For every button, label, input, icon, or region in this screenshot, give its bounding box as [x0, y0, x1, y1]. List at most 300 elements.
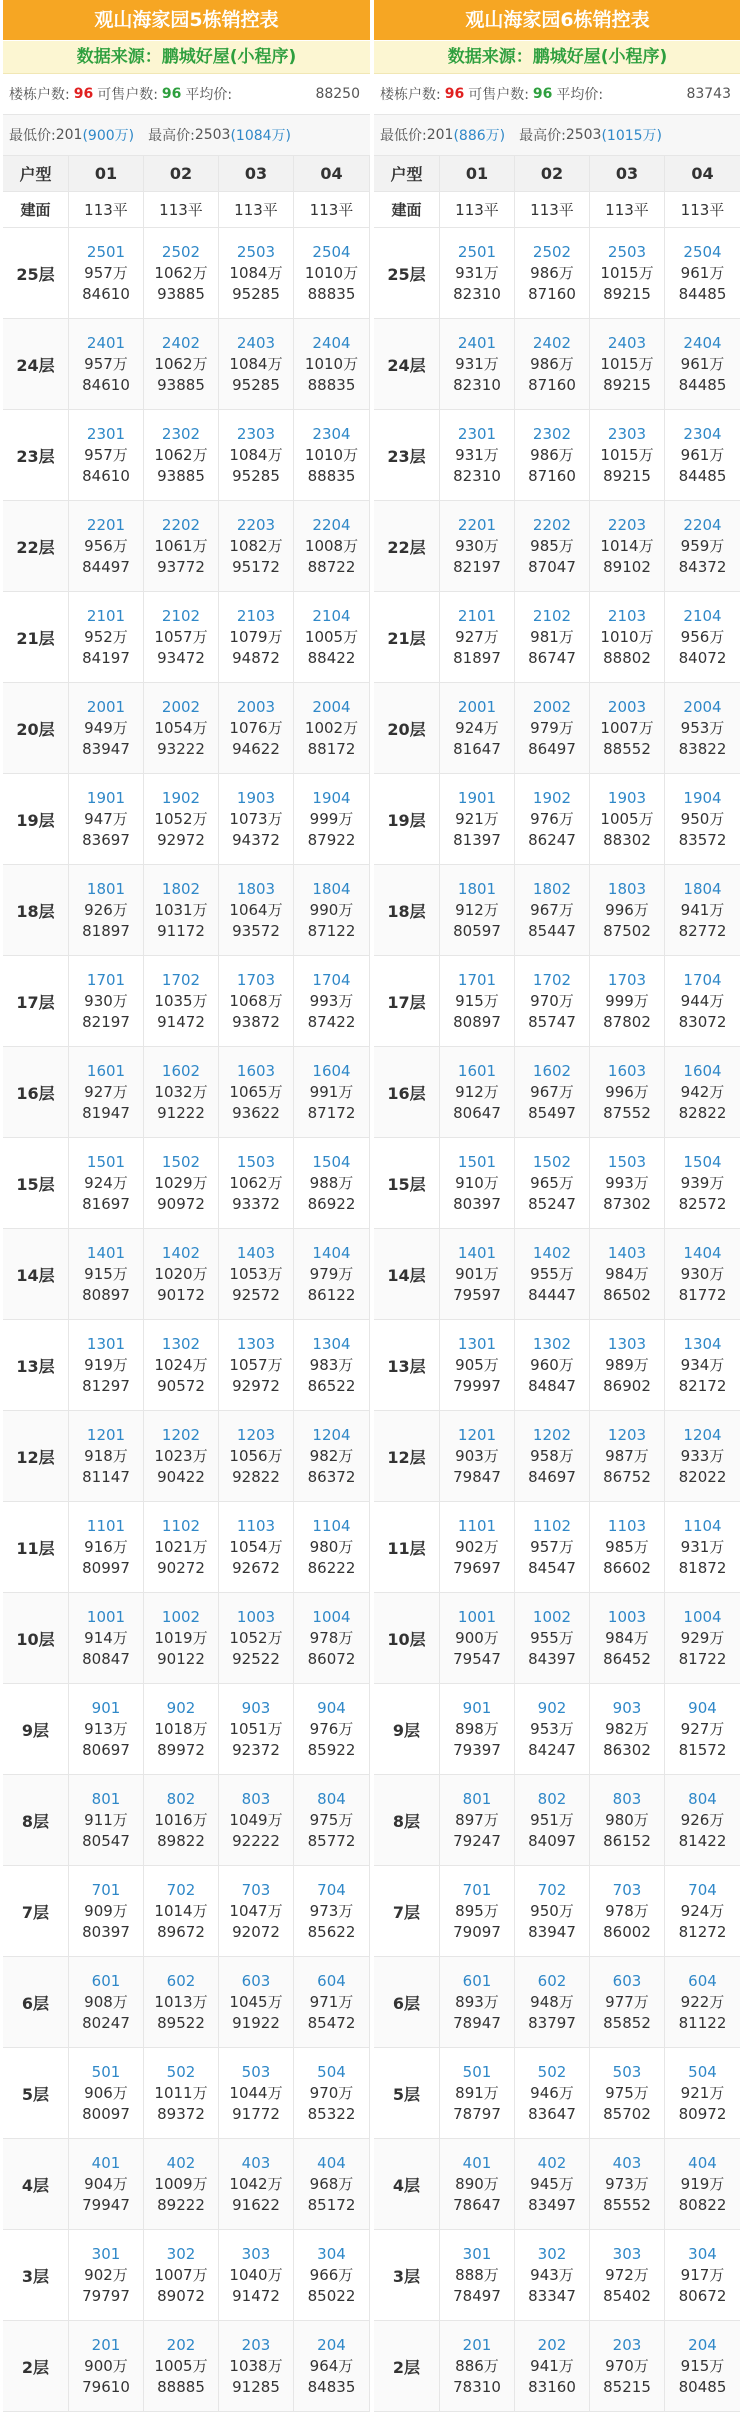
unit-number: 1504: [312, 1152, 351, 1171]
floor-label: 16层: [3, 1047, 69, 1138]
unit-total-price: 987万: [605, 1446, 649, 1465]
unit-price-per-sqm: 91472: [157, 1012, 205, 1031]
floor-label: 24层: [3, 319, 69, 410]
unit-total-price: 930万: [84, 991, 128, 1010]
floor-label: 24层: [374, 319, 440, 410]
unit-price-per-sqm: 78947: [453, 2013, 501, 2032]
unit-total-price: 1007万: [154, 2265, 208, 2284]
floor-label: 18层: [374, 865, 440, 956]
unit-grid: [3, 156, 370, 2412]
unit-number: 901: [91, 1698, 121, 1717]
unit-cell: [665, 1138, 740, 1229]
unit-cell: [69, 1866, 144, 1957]
unit-number: 701: [462, 1880, 492, 1899]
unit-price-per-sqm: 82310: [453, 466, 501, 485]
unit-number: 2102: [532, 606, 572, 625]
unit-number: 1801: [457, 879, 497, 898]
unit-total-price: 1065万: [229, 1082, 283, 1101]
unit-number: 2401: [86, 333, 126, 352]
unit-total-price: 1062万: [154, 445, 208, 464]
unit-total-price: 1042万: [229, 2174, 283, 2193]
unit-cell: [590, 1320, 665, 1411]
unit-total-price: 953万: [680, 718, 725, 737]
unit-cell: [590, 410, 665, 501]
unit-number: 2104: [683, 606, 722, 625]
unit-total-price: 1051万: [229, 1719, 283, 1738]
unit-total-price: 975万: [605, 2083, 649, 2102]
unit-price-per-sqm: 89072: [157, 2286, 205, 2305]
header-cell: 01: [440, 156, 515, 192]
unit-total-price: 976万: [530, 809, 574, 828]
unit-cell: [294, 956, 370, 1047]
floor-label: 6层: [3, 1957, 69, 2048]
unit-number: 1502: [161, 1152, 201, 1171]
unit-price-per-sqm: 92522: [232, 1649, 280, 1668]
area-cell: 建面: [374, 192, 440, 228]
unit-cell: [69, 501, 144, 592]
unit-number: 1601: [457, 1061, 497, 1080]
unit-cell: [515, 1138, 590, 1229]
unit-cell: [294, 683, 370, 774]
unit-price-per-sqm: 82310: [453, 284, 501, 303]
unit-number: 201: [91, 2335, 121, 2354]
unit-cell: [294, 1229, 370, 1320]
unit-total-price: 926万: [84, 900, 128, 919]
unit-number: 1102: [161, 1516, 201, 1535]
unit-price-per-sqm: 87160: [528, 466, 576, 485]
unit-total-price: 1038万: [229, 2356, 283, 2375]
floor-label: 6层: [374, 1957, 440, 2048]
unit-total-price: 1014万: [600, 536, 654, 555]
unit-number: 802: [537, 1789, 567, 1808]
unit-total-price: 947万: [84, 809, 128, 828]
unit-total-price: 1010万: [304, 354, 359, 373]
unit-cell: [440, 501, 515, 592]
unit-price-per-sqm: 92822: [232, 1467, 280, 1486]
unit-price-per-sqm: 79547: [453, 1649, 501, 1668]
unit-price-per-sqm: 86922: [307, 1194, 356, 1213]
area-cell: 113平: [590, 192, 665, 228]
unit-number: 2001: [86, 697, 126, 716]
unit-price-per-sqm: 86752: [603, 1467, 651, 1486]
unit-number: 2204: [312, 515, 351, 534]
unit-total-price: 1084万: [229, 445, 283, 464]
unit-number: 1904: [312, 788, 351, 807]
area-cell: 113平: [665, 192, 740, 228]
unit-price-per-sqm: 81647: [453, 739, 501, 758]
unit-total-price: 1008万: [304, 536, 359, 555]
floor-label: 21层: [3, 592, 69, 683]
unit-number: 604: [317, 1971, 346, 1990]
unit-price-per-sqm: 85215: [603, 2377, 651, 2396]
unit-total-price: 1054万: [229, 1537, 283, 1556]
unit-cell: [665, 683, 740, 774]
unit-number: 204: [688, 2335, 717, 2354]
unit-cell: [440, 1411, 515, 1502]
unit-price-per-sqm: 82172: [678, 1376, 727, 1395]
unit-price-per-sqm: 93885: [157, 284, 205, 303]
unit-total-price: 1073万: [229, 809, 283, 828]
unit-number: 1604: [312, 1061, 351, 1080]
unit-price-per-sqm: 86152: [603, 1831, 651, 1850]
unit-total-price: 927万: [84, 1082, 128, 1101]
unit-number: 1104: [683, 1516, 722, 1535]
unit-price-per-sqm: 83647: [528, 2104, 576, 2123]
floor-label: 10层: [3, 1593, 69, 1684]
unit-cell: [665, 501, 740, 592]
unit-cell: [219, 1502, 294, 1593]
unit-number: 1201: [86, 1425, 126, 1444]
unit-number: 1501: [457, 1152, 497, 1171]
unit-cell: [144, 774, 219, 865]
unit-total-price: 950万: [680, 809, 725, 828]
unit-cell: [665, 2048, 740, 2139]
unit-cell: [515, 2230, 590, 2321]
floor-label: 9层: [374, 1684, 440, 1775]
unit-price-per-sqm: 88835: [307, 375, 356, 394]
unit-number: 902: [537, 1698, 567, 1717]
unit-number: 2203: [236, 515, 276, 534]
unit-price-per-sqm: 82310: [453, 375, 501, 394]
unit-number: 804: [317, 1789, 346, 1808]
unit-price-per-sqm: 79397: [453, 1740, 501, 1759]
unit-total-price: 1047万: [229, 1901, 283, 1920]
unit-total-price: 1032万: [154, 1082, 208, 1101]
unit-price-per-sqm: 80397: [453, 1194, 501, 1213]
unit-total-price: 982万: [309, 1446, 354, 1465]
unit-cell: [515, 1229, 590, 1320]
unit-number: 502: [537, 2062, 567, 2081]
unit-cell: [69, 774, 144, 865]
unit-number: 1002: [161, 1607, 201, 1626]
unit-cell: [144, 1320, 219, 1411]
unit-total-price: 984万: [605, 1264, 649, 1283]
unit-price-per-sqm: 86247: [528, 830, 576, 849]
unit-total-price: 908万: [84, 1992, 128, 2011]
floor-label: 13层: [374, 1320, 440, 1411]
unit-total-price: 1024万: [154, 1355, 208, 1374]
unit-total-price: 930万: [680, 1264, 725, 1283]
unit-number: 804: [688, 1789, 717, 1808]
unit-number: 1702: [532, 970, 572, 989]
unit-cell: [294, 1775, 370, 1866]
unit-number: 1604: [683, 1061, 722, 1080]
unit-cell: [440, 2139, 515, 2230]
unit-cell: [665, 1684, 740, 1775]
sales-table-right: [374, 0, 740, 2412]
unit-number: 1903: [607, 788, 647, 807]
unit-cell: [144, 683, 219, 774]
unit-price-per-sqm: 82197: [82, 1012, 130, 1031]
unit-number: 2403: [236, 333, 276, 352]
unit-price-per-sqm: 86302: [603, 1740, 651, 1759]
unit-number: 1404: [683, 1243, 722, 1262]
unit-total-price: 1010万: [304, 263, 359, 282]
unit-number: 401: [462, 2153, 492, 2172]
unit-total-price: 930万: [455, 536, 499, 555]
unit-cell: [590, 228, 665, 319]
unit-number: 1104: [312, 1516, 351, 1535]
unit-cell: [440, 228, 515, 319]
unit-cell: [515, 501, 590, 592]
unit-total-price: 986万: [530, 354, 574, 373]
unit-total-price: 924万: [84, 1173, 128, 1192]
unit-total-price: 1057万: [154, 627, 208, 646]
unit-cell: [144, 2139, 219, 2230]
floor-label: 20层: [3, 683, 69, 774]
unit-number: 1401: [457, 1243, 497, 1262]
unit-cell: [219, 1411, 294, 1502]
unit-price-per-sqm: 91472: [232, 2286, 280, 2305]
unit-cell: [515, 2139, 590, 2230]
unit-cell: [294, 1138, 370, 1229]
unit-number: 2404: [312, 333, 351, 352]
unit-total-price: 921万: [680, 2083, 725, 2102]
unit-number: 704: [688, 1880, 717, 1899]
unit-cell: [440, 1684, 515, 1775]
unit-cell: [590, 1047, 665, 1138]
unit-total-price: 1068万: [229, 991, 283, 1010]
unit-total-price: 941万: [680, 900, 725, 919]
unit-total-price: 973万: [309, 1901, 354, 1920]
unit-number: 1704: [683, 970, 722, 989]
unit-price-per-sqm: 85772: [307, 1831, 356, 1850]
unit-total-price: 993万: [309, 991, 354, 1010]
unit-total-price: 906万: [84, 2083, 128, 2102]
unit-total-price: 929万: [680, 1628, 725, 1647]
unit-number: 602: [166, 1971, 196, 1990]
unit-price-per-sqm: 79097: [453, 1922, 501, 1941]
unit-total-price: 1053万: [229, 1264, 283, 1283]
unit-price-per-sqm: 88835: [307, 466, 356, 485]
unit-price-per-sqm: 95285: [232, 284, 280, 303]
unit-number: 1704: [312, 970, 351, 989]
unit-total-price: 955万: [530, 1628, 574, 1647]
unit-price-per-sqm: 84197: [82, 648, 130, 667]
unit-total-price: 1064万: [229, 900, 283, 919]
unit-price-per-sqm: 81897: [453, 648, 501, 667]
unit-cell: [219, 865, 294, 956]
unit-number: 402: [166, 2153, 196, 2172]
unit-cell: [515, 956, 590, 1047]
unit-number: 2302: [532, 424, 572, 443]
unit-price-per-sqm: 79847: [453, 1467, 501, 1486]
unit-price-per-sqm: 95285: [232, 466, 280, 485]
unit-number: 1303: [607, 1334, 647, 1353]
unit-price-per-sqm: 85172: [307, 2195, 356, 2214]
unit-number: 301: [91, 2244, 121, 2263]
unit-number: 904: [317, 1698, 346, 1717]
unit-price-per-sqm: 80247: [82, 2013, 130, 2032]
unit-total-price: 978万: [309, 1628, 354, 1647]
unit-cell: [665, 592, 740, 683]
unit-total-price: 902万: [84, 2265, 128, 2284]
unit-total-price: 893万: [455, 1992, 499, 2011]
unit-price-per-sqm: 83160: [528, 2377, 576, 2396]
unit-total-price: 1061万: [154, 536, 208, 555]
unit-cell: [440, 1320, 515, 1411]
unit-cell: [69, 1502, 144, 1593]
floor-label: 4层: [374, 2139, 440, 2230]
floor-label: 10层: [374, 1593, 440, 1684]
unit-number: 2402: [161, 333, 201, 352]
unit-number: 903: [241, 1698, 271, 1717]
unit-price-per-sqm: 79247: [453, 1831, 501, 1850]
unit-total-price: 898万: [455, 1719, 499, 1738]
avg-value: 83743: [686, 86, 731, 102]
unit-price-per-sqm: 85402: [603, 2286, 651, 2305]
floor-label: 25层: [3, 228, 69, 319]
unit-price-per-sqm: 87160: [528, 375, 576, 394]
unit-cell: [665, 1593, 740, 1684]
unit-number: 1403: [236, 1243, 276, 1262]
unit-cell: [69, 1138, 144, 1229]
unit-price-per-sqm: 84835: [307, 2377, 356, 2396]
unit-price-per-sqm: 78797: [453, 2104, 501, 2123]
unit-price-per-sqm: 88172: [307, 739, 356, 758]
floor-label: 25层: [374, 228, 440, 319]
unit-cell: [294, 865, 370, 956]
unit-number: 2101: [457, 606, 497, 625]
unit-number: 302: [166, 2244, 196, 2263]
unit-total-price: 909万: [84, 1901, 128, 1920]
unit-price-per-sqm: 89215: [603, 375, 651, 394]
unit-cell: [219, 1775, 294, 1866]
unit-total-price: 1062万: [229, 1173, 283, 1192]
unit-number: 1503: [607, 1152, 647, 1171]
unit-number: 2202: [532, 515, 572, 534]
unit-cell: [590, 2048, 665, 2139]
unit-number: 503: [612, 2062, 642, 2081]
floor-label: 7层: [374, 1866, 440, 1957]
unit-cell: [294, 1957, 370, 2048]
unit-price-per-sqm: 84610: [82, 375, 130, 394]
unit-total-price: 967万: [530, 900, 574, 919]
unit-number: 1804: [683, 879, 722, 898]
header-cell: 02: [144, 156, 219, 192]
max-label: 最高价:: [148, 128, 195, 144]
unit-total-price: 1084万: [229, 263, 283, 282]
unit-number: 2103: [236, 606, 276, 625]
unit-number: 702: [537, 1880, 567, 1899]
unit-total-price: 948万: [530, 1992, 574, 2011]
unit-cell: [590, 2139, 665, 2230]
unit-price-per-sqm: 88552: [603, 739, 651, 758]
unit-price-per-sqm: 89822: [157, 1831, 205, 1850]
unit-price-per-sqm: 89672: [157, 1922, 205, 1941]
floor-label: 11层: [3, 1502, 69, 1593]
unit-cell: [440, 410, 515, 501]
unit-total-price: 946万: [530, 2083, 574, 2102]
unit-price-per-sqm: 80897: [453, 1012, 501, 1031]
unit-price-per-sqm: 85022: [307, 2286, 356, 2305]
unit-cell: [590, 774, 665, 865]
unit-cell: [144, 2048, 219, 2139]
unit-total-price: 1010万: [304, 445, 359, 464]
unit-price-per-sqm: 84372: [678, 557, 727, 576]
unit-price-per-sqm: 82022: [678, 1467, 727, 1486]
data-source: 数据来源：鹏城好屋(小程序): [374, 41, 740, 74]
unit-cell: [590, 1502, 665, 1593]
avail-value: 96: [161, 86, 182, 102]
unit-number: 1101: [457, 1516, 497, 1535]
header-cell: 04: [294, 156, 370, 192]
unit-total-price: 961万: [680, 354, 725, 373]
avail-label: 可售户数:: [97, 87, 158, 103]
unit-price-per-sqm: 80397: [82, 1922, 130, 1941]
unit-number: 1204: [312, 1425, 351, 1444]
avail-value: 96: [532, 86, 553, 102]
max-unit: 2503: [565, 127, 602, 143]
unit-total-price: 912万: [455, 900, 499, 919]
unit-price-per-sqm: 83497: [528, 2195, 576, 2214]
unit-total-price: 957万: [84, 263, 128, 282]
unit-price-per-sqm: 86072: [307, 1649, 356, 1668]
unit-number: 601: [91, 1971, 121, 1990]
unit-price-per-sqm: 88885: [157, 2377, 205, 2396]
unit-cell: [69, 956, 144, 1047]
unit-total-price: 1007万: [600, 718, 654, 737]
unit-cell: [219, 1684, 294, 1775]
unit-price-per-sqm: 81772: [678, 1285, 727, 1304]
unit-cell: [144, 1775, 219, 1866]
unit-number: 2004: [683, 697, 722, 716]
unit-number: 704: [317, 1880, 346, 1899]
floor-label: 15层: [374, 1138, 440, 1229]
unit-number: 603: [612, 1971, 642, 1990]
unit-number: 2301: [457, 424, 497, 443]
floor-label: 19层: [3, 774, 69, 865]
unit-price-per-sqm: 87160: [528, 284, 576, 303]
unit-number: 1002: [532, 1607, 572, 1626]
unit-total-price: 964万: [309, 2356, 354, 2375]
floor-label: 3层: [3, 2230, 69, 2321]
unit-number: 1802: [532, 879, 572, 898]
unit-cell: [590, 683, 665, 774]
total-value: 96: [444, 86, 465, 102]
unit-cell: [144, 1502, 219, 1593]
unit-cell: [219, 2048, 294, 2139]
unit-price-per-sqm: 89222: [157, 2195, 205, 2214]
unit-price-per-sqm: 92372: [232, 1740, 280, 1759]
unit-total-price: 979万: [530, 718, 574, 737]
unit-cell: [515, 2321, 590, 2412]
unit-cell: [219, 2321, 294, 2412]
unit-number: 1402: [532, 1243, 572, 1262]
unit-price-per-sqm: 85447: [528, 921, 576, 940]
unit-cell: [219, 592, 294, 683]
floor-label: 4层: [3, 2139, 69, 2230]
unit-number: 1503: [236, 1152, 276, 1171]
unit-total-price: 933万: [680, 1446, 725, 1465]
unit-price-per-sqm: 83947: [82, 739, 130, 758]
header-cell: 03: [219, 156, 294, 192]
unit-number: 2304: [683, 424, 722, 443]
unit-number: 703: [241, 1880, 271, 1899]
unit-number: 2201: [457, 515, 497, 534]
unit-price-per-sqm: 79947: [82, 2195, 130, 2214]
unit-price-per-sqm: 80972: [678, 2104, 727, 2123]
unit-cell: [219, 2139, 294, 2230]
unit-total-price: 951万: [530, 1810, 574, 1829]
unit-number: 503: [241, 2062, 271, 2081]
unit-price-per-sqm: 93222: [157, 739, 205, 758]
unit-total-price: 1052万: [229, 1628, 283, 1647]
unit-total-price: 982万: [605, 1719, 649, 1738]
unit-number: 1003: [236, 1607, 276, 1626]
avg-label: 平均价:: [185, 87, 233, 103]
unit-number: 1303: [236, 1334, 276, 1353]
